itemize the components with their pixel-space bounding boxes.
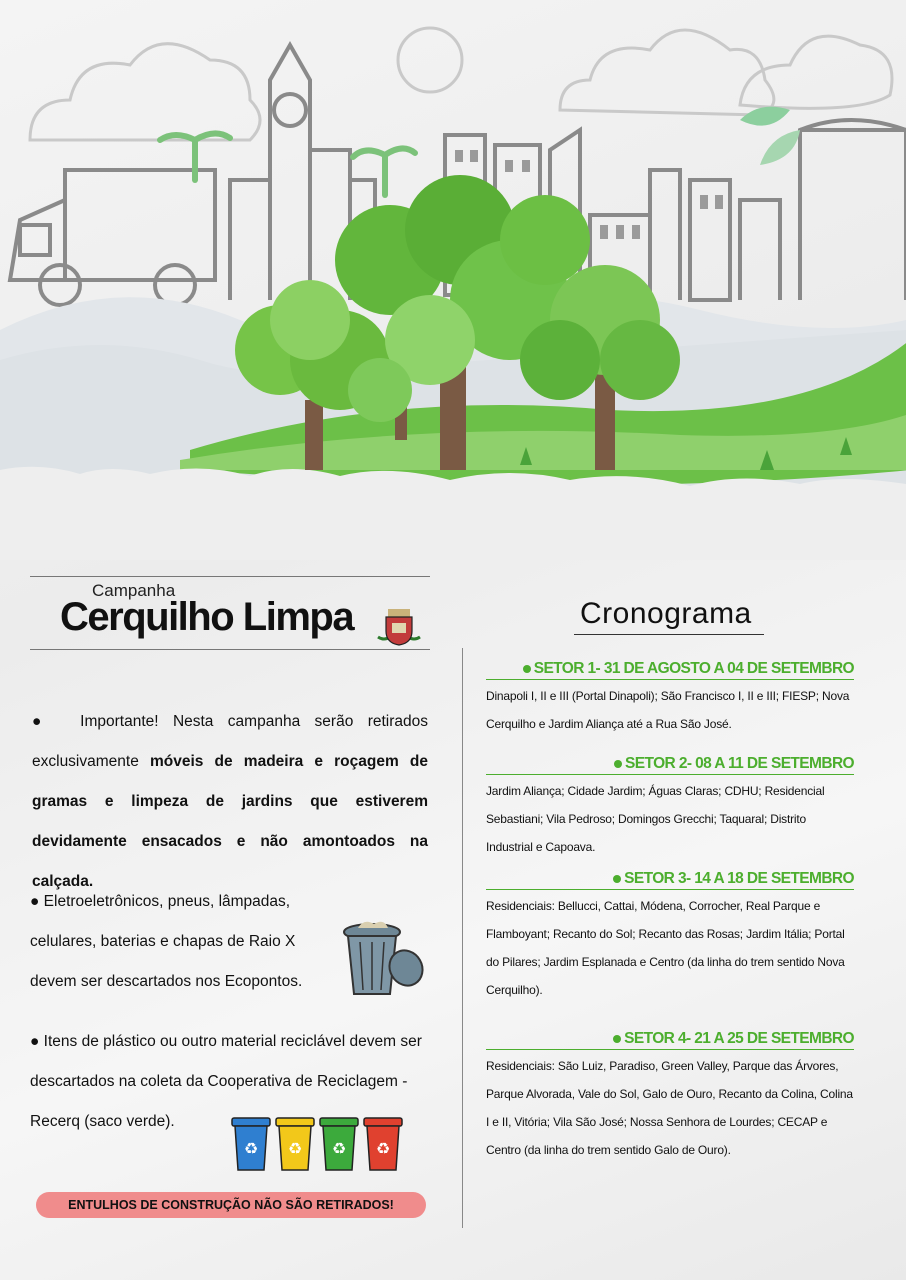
sector-heading: SETOR 2- 08 A 11 DE SETEMBRO bbox=[486, 755, 854, 775]
sector-1 bbox=[486, 660, 854, 738]
sector-areas: Jardim Aliança; Cidade Jardim; Águas Claras; CDHU; Residencial Sebastiani; Vila Pedroso; Domingos Grecchi; Taquaral; Distrito Industrial e Capoava. bbox=[486, 784, 825, 854]
campaign-header bbox=[30, 576, 430, 650]
campaign-title: Cerquilho Limpa bbox=[60, 595, 354, 639]
svg-text:♻: ♻ bbox=[375, 1139, 391, 1158]
sector-heading: SETOR 1- 31 DE AGOSTO A 04 DE SETEMBRO bbox=[486, 660, 854, 680]
trash-can-icon bbox=[334, 914, 426, 1000]
bullet-icon bbox=[613, 1035, 621, 1043]
bullet-icon bbox=[614, 760, 622, 768]
svg-text:♻: ♻ bbox=[243, 1139, 259, 1158]
svg-text:♻: ♻ bbox=[331, 1139, 347, 1158]
schedule-title: Cronograma bbox=[580, 597, 752, 630]
bullet-icon bbox=[523, 665, 531, 673]
column-divider bbox=[462, 648, 463, 1228]
notice-important: ● Importante! Nesta campanha serão retirados exclusivamente móveis de madeira e roçagem de gramas e limpeza de jardins que estiverem devidamente ensacados e não amontoados na calçada. bbox=[32, 713, 428, 890]
campaign-label: Campanha bbox=[92, 581, 176, 600]
sector-areas: Residenciais: São Luiz, Paradiso, Green Valley, Parque das Árvores, Parque Alvorada, Vale do Sol, Galo de Ouro, Recanto da Colina, Colina I e II, Vitória; Vila São José; Nossa Senhora de Lourdes; CECAP e Centro (da linha do trem sentido Galo de Ouro). bbox=[486, 1059, 853, 1157]
sector-4 bbox=[486, 1030, 854, 1164]
sector-heading: SETOR 4- 21 A 25 DE SETEMBRO bbox=[486, 1030, 854, 1050]
bullet-icon bbox=[613, 875, 621, 883]
sector-2 bbox=[486, 755, 854, 861]
sector-heading: SETOR 3- 14 A 18 DE SETEMBRO bbox=[486, 870, 854, 890]
notice-recicla: ● Itens de plástico ou outro material reciclável devem ser descartados na coleta da Cooperativa de Reciclagem - Recerq (saco verde). bbox=[30, 1033, 422, 1130]
sector-areas: Residenciais: Bellucci, Cattai, Módena, Corrocher, Real Parque e Flamboyant; Recanto do Sol; Recanto das Rosas; Jardim Itália; Portal do Pilares; Jardim Esplanada e Centro (da linha do trem sentido Nova Cerquilho). bbox=[486, 899, 845, 997]
schedule-title-underline bbox=[574, 634, 764, 635]
city-illustration bbox=[0, 0, 906, 560]
recycle-bins-icon bbox=[228, 1110, 404, 1176]
city-crest-icon bbox=[374, 607, 424, 647]
notice-ecopontos: ● Eletroeletrônicos, pneus, lâmpadas, celulares, baterias e chapas de Raio X devem ser descartados nos Ecopontos. bbox=[30, 893, 303, 990]
svg-text:♻: ♻ bbox=[287, 1139, 303, 1158]
sector-3 bbox=[486, 870, 854, 1004]
warning-banner: ENTULHOS DE CONSTRUÇÃO NÃO SÃO RETIRADOS! bbox=[36, 1192, 426, 1218]
sector-areas: Dinapoli I, II e III (Portal Dinapoli); São Francisco I, II e III; FIESP; Nova Cerquilho e Jardim Aliança até a Rua São José. bbox=[486, 689, 850, 731]
